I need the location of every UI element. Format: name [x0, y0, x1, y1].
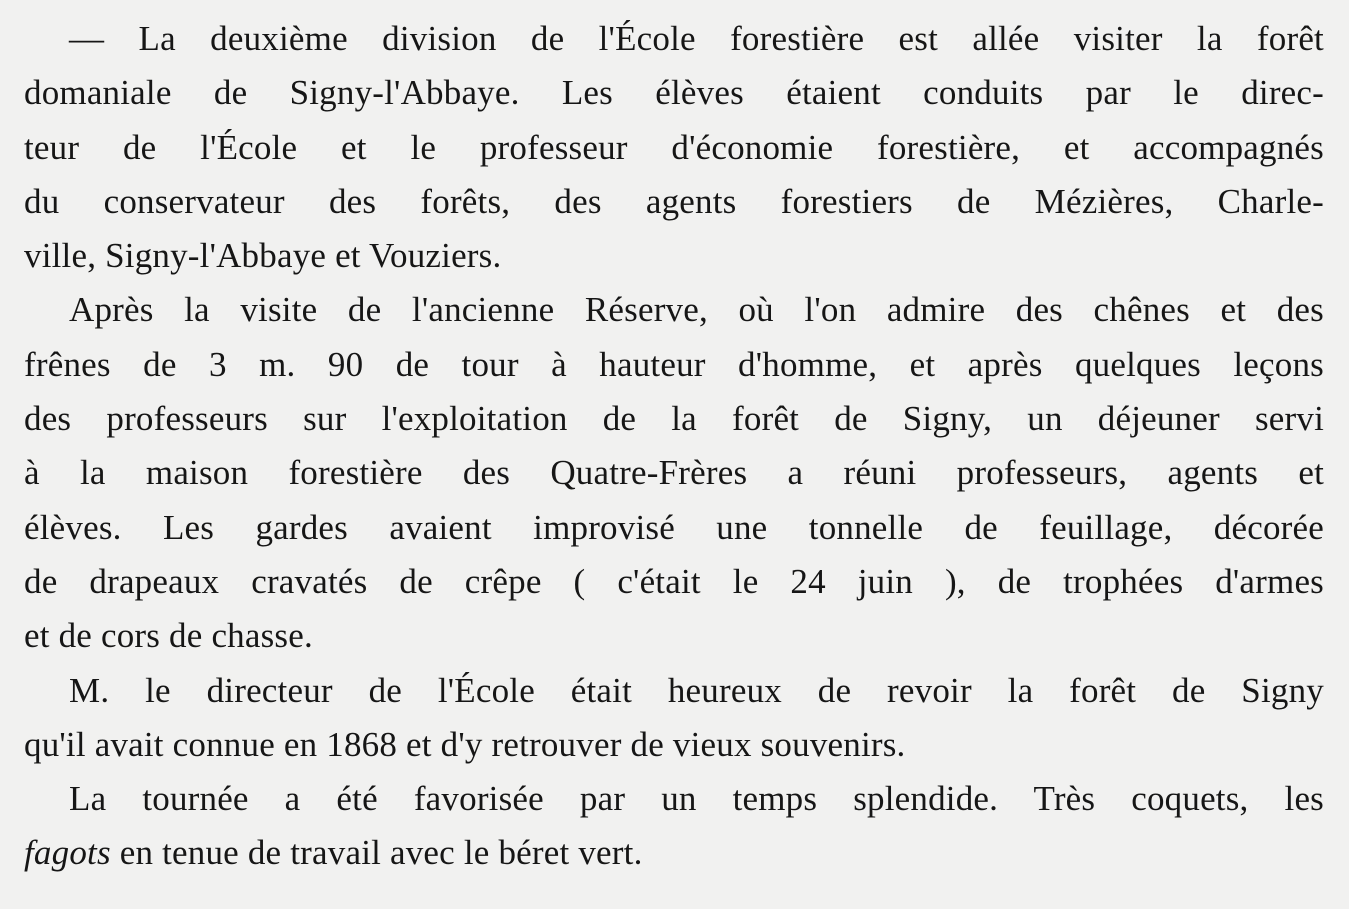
- text-line: qu'il avait connue en 1868 et d'y retrouver de vieux souvenirs.: [24, 724, 906, 764]
- text-line: du conservateur des forêts, des agents forestiers de Mézières, Charle-: [24, 181, 1324, 221]
- text-line: M. le directeur de l'École était heureux de revoir la forêt de Signy: [69, 670, 1324, 710]
- text-line: La tournée a été favorisée par un temps splendide. Très coquets, les: [69, 779, 1324, 819]
- text-line: frênes de 3 m. 90 de tour à hauteur d'homme, et après quelques leçons: [24, 344, 1324, 384]
- text-line: et de cors de chasse.: [24, 616, 313, 656]
- text-line: à la maison forestière des Quatre-Frères a réuni professeurs, agents et: [24, 453, 1324, 493]
- paragraph-1: [24, 12, 1324, 283]
- text-line: Après la visite de l'ancienne Réserve, où l'on admire des chênes et des: [69, 290, 1324, 330]
- italic-word: fagots: [24, 833, 111, 873]
- text-line: — La deuxième division de l'École forestière est allée visiter la forêt: [69, 19, 1324, 58]
- paragraph-2: [24, 283, 1324, 663]
- text-line: ville, Signy-l'Abbaye et Vouziers.: [24, 236, 502, 276]
- text-line: des professeurs sur l'exploitation de la forêt de Signy, un déjeuner servi: [24, 399, 1324, 439]
- paragraph-3: [24, 664, 1324, 773]
- text-line: élèves. Les gardes avaient improvisé une tonnelle de feuillage, décorée: [24, 507, 1324, 547]
- text-line: domaniale de Signy-l'Abbaye. Les élèves étaient conduits par le direc-: [24, 73, 1324, 113]
- text-line: [24, 826, 1324, 880]
- paragraph-4: [24, 772, 1324, 881]
- line-rest: en tenue de travail avec le béret vert.: [110, 833, 643, 873]
- text-line: teur de l'École et le professeur d'économie forestière, et accompagnés: [24, 127, 1324, 167]
- document-page: [24, 12, 1324, 902]
- text-line: de drapeaux cravatés de crêpe ( c'était le 24 juin ), de trophées d'armes: [24, 561, 1324, 601]
